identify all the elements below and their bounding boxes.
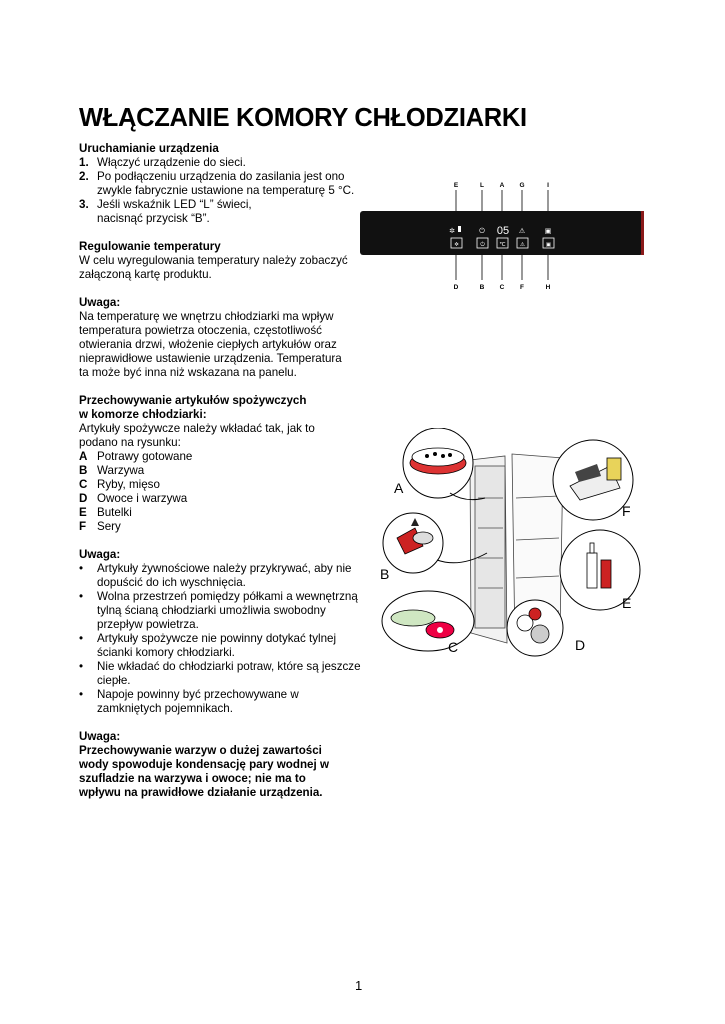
zone-label: E xyxy=(622,595,632,611)
step-number: 3. xyxy=(79,198,89,211)
bullet-icon: • xyxy=(79,562,84,575)
lock-icon: ▣ xyxy=(545,242,552,248)
start-step xyxy=(79,170,361,198)
item-letter: B xyxy=(79,464,88,477)
storage-item xyxy=(79,464,361,478)
note3-text: Przechowywanie warzyw o dużej zawartości wody spowoduje kondensację pary wodnej w szufladzie na warzywa i owoce; nie ma to wpływu na prawidłowe działanie urządzenia. xyxy=(79,744,329,799)
fridge-storage-diagram xyxy=(375,428,660,660)
storage-text: Artykuły spożywcze należy wkładać tak, jak to podano na rysunku: xyxy=(79,422,315,449)
celsius-icon: ℃ xyxy=(499,242,506,248)
temperature-display: 05 xyxy=(496,225,510,237)
note2-bullet xyxy=(79,688,361,716)
item-letter: E xyxy=(79,506,87,519)
page-number: 1 xyxy=(355,978,363,993)
storage-item xyxy=(79,478,361,492)
storage-item xyxy=(79,520,361,534)
panel-label: A xyxy=(499,182,505,189)
temperature-text: W celu wyregulowania temperatury należy zobaczyć załączoną kartę produktu. xyxy=(79,254,348,281)
item-text: Warzywa xyxy=(97,464,145,477)
note2-bullet xyxy=(79,660,361,688)
zone-label: B xyxy=(380,566,390,582)
bullet-text: Artykuły żywnościowe należy przykrywać, aby nie dopuścić do ich wyschnięcia. xyxy=(97,562,352,589)
storage-heading-line2: w komorze chłodziarki: xyxy=(79,408,207,421)
bullet-icon: • xyxy=(79,590,84,603)
bullet-text: Napoje powinny być przechowywane w zamkniętych pojemnikach. xyxy=(97,688,299,715)
panel-label: D xyxy=(453,284,459,291)
text-column xyxy=(79,142,361,800)
power-icon: ⏻ xyxy=(479,228,485,235)
step-text: Po podłączeniu urządzenia do zasilania jest ono zwykle fabrycznie ustawione na temperaturę 5 °C. xyxy=(97,170,355,197)
item-letter: D xyxy=(79,492,88,505)
note1-heading: Uwaga: xyxy=(79,296,121,309)
led-indicator xyxy=(458,226,461,232)
zone-label: D xyxy=(575,637,586,653)
item-text: Potrawy gotowane xyxy=(97,450,193,463)
panel-label: H xyxy=(545,284,551,291)
bullet-text: Wolna przestrzeń pomiędzy półkami a wewnętrzną tylną ścianą chłodziarki umożliwia swobodny przepływ powietrza. xyxy=(97,590,358,631)
item-text: Sery xyxy=(97,520,121,533)
cake-icon xyxy=(410,448,466,474)
bullet-text: Artykuły spożywcze nie powinny dotykać tylnej ścianki komory chłodziarki. xyxy=(97,632,337,659)
panel-label: B xyxy=(479,284,485,291)
panel-label: I xyxy=(547,182,549,189)
lock-icon: ▣ xyxy=(544,228,552,235)
page-title: WŁĄCZANIE KOMORY CHŁODZIARKI xyxy=(79,104,527,132)
start-heading: Uruchamianie urządzenia xyxy=(79,142,219,155)
bullet-text: Nie wkładać do chłodziarki potraw, które są jeszcze ciepłe. xyxy=(97,660,361,687)
item-letter: A xyxy=(79,450,88,463)
bullet-icon: • xyxy=(79,660,84,673)
panel-label: L xyxy=(480,182,484,189)
zone-label: C xyxy=(448,639,459,655)
item-letter: F xyxy=(79,520,87,533)
note2-bullet xyxy=(79,632,361,660)
note1-text: Na temperaturę we wnętrzu chłodziarki ma wpływ temperatura powietrza otoczenia, częstotliwość otwierania drzwi, włożenie ciepłych artykułów oraz nieprawidłowe ustawienie urządzenia. Temperatura ta może być inna niż wskazana na panelu. xyxy=(79,310,342,379)
note2-heading: Uwaga: xyxy=(79,548,121,561)
panel-label: G xyxy=(519,182,525,189)
temperature-heading: Regulowanie temperatury xyxy=(79,240,221,253)
item-letter: C xyxy=(79,478,88,491)
alarm-icon: ⚠ xyxy=(520,242,525,248)
storage-item xyxy=(79,450,361,464)
alarm-icon: ⚠ xyxy=(518,228,526,235)
control-panel-diagram xyxy=(355,176,645,294)
note3-heading: Uwaga: xyxy=(79,730,121,743)
storage-heading: Przechowywanie artykułów spożywczych xyxy=(79,394,307,407)
item-text: Butelki xyxy=(97,506,132,519)
bullet-icon: • xyxy=(79,632,84,645)
panel-label: F xyxy=(520,284,524,291)
step-text: Włączyć urządzenie do sieci. xyxy=(97,156,246,169)
storage-item xyxy=(79,492,361,506)
note2-bullet xyxy=(79,590,361,632)
start-step xyxy=(79,198,361,226)
panel-label: C xyxy=(499,284,505,291)
start-step xyxy=(79,156,361,170)
step-number: 1. xyxy=(79,156,89,169)
note2-bullet xyxy=(79,562,361,590)
item-text: Owoce i warzywa xyxy=(97,492,188,505)
fast-cool-icon: ✲ xyxy=(454,242,459,248)
bullet-icon: • xyxy=(79,688,84,701)
zone-label: A xyxy=(394,480,404,496)
snowflake-icon: ✲ xyxy=(449,228,455,235)
item-text: Ryby, mięso xyxy=(97,478,160,491)
storage-item xyxy=(79,506,361,520)
step-number: 2. xyxy=(79,170,89,183)
power-icon: ⏻ xyxy=(480,242,485,248)
panel-label: E xyxy=(453,182,459,189)
step-text: Jeśli wskaźnik LED “L” świeci, nacisnąć przycisk “B”. xyxy=(97,198,252,225)
zone-label: F xyxy=(622,503,631,519)
